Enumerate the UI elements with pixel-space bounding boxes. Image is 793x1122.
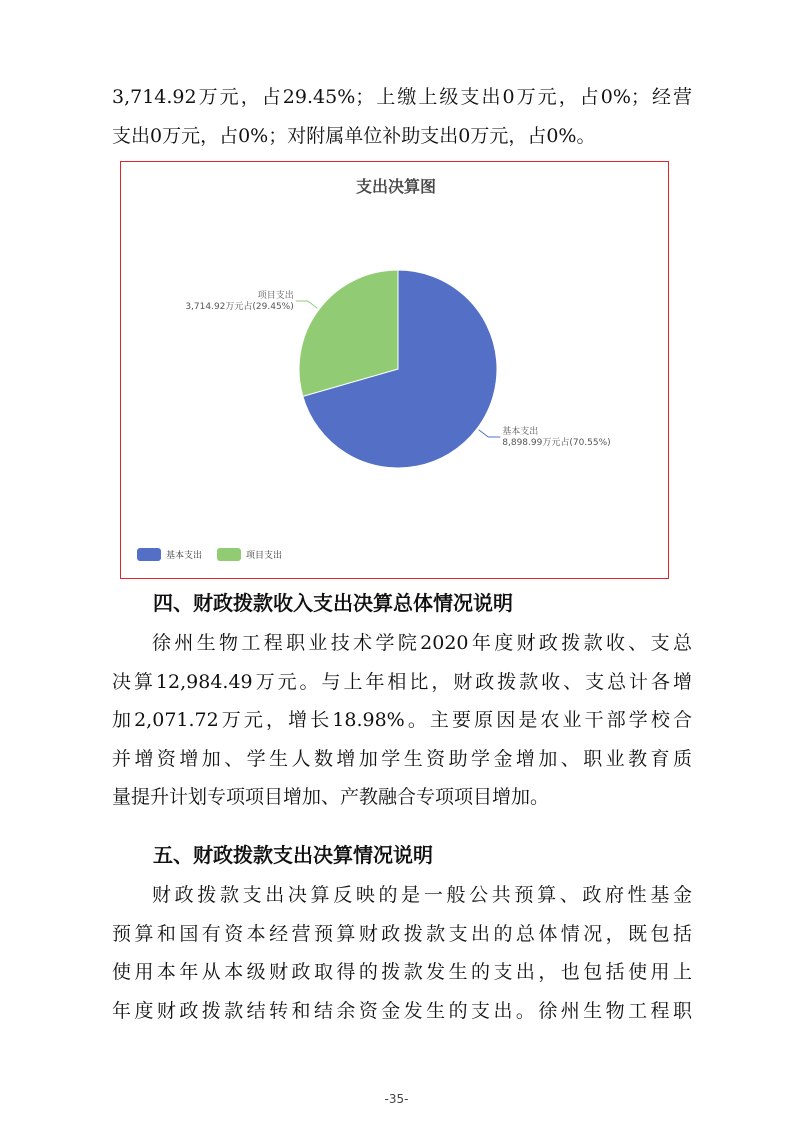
text-line: 使用本年从本级财政取得的拨款发生的支出，也包括使用上 xyxy=(112,961,692,983)
legend-label: 基本支出 xyxy=(166,551,203,561)
slice-label-value: 8,898.99万元占(70.55%) xyxy=(502,437,611,448)
legend-swatch xyxy=(217,548,241,561)
text-line: 量提升计划专项项目增加、产教融合专项项目增加。 xyxy=(112,786,550,808)
legend-label: 项目支出 xyxy=(246,551,283,561)
label-leader-line xyxy=(479,430,501,437)
slice-label-name: 基本支出 xyxy=(502,426,539,437)
section-heading-5: 五、财政拨款支出决算情况说明 xyxy=(153,843,433,867)
text-line: 徐州生物工程职业技术学院2020年度财政拨款收、支总 xyxy=(152,632,692,654)
legend-swatch xyxy=(137,548,161,561)
section-heading-4: 四、财政拨款收入支出决算总体情况说明 xyxy=(153,591,513,615)
expenditure-chart xyxy=(120,161,669,579)
text-line: 预算和国有资本经营预算财政拨款支出的总体情况，既包括 xyxy=(112,922,692,945)
paragraph-section-4 xyxy=(112,624,692,817)
slice-label-value: 3,714.92万元占(29.45%) xyxy=(185,302,294,313)
paragraph-top xyxy=(112,78,692,155)
text-line: 支出0万元，占0%；对附属单位补助支出0万元，占0%。 xyxy=(112,124,596,147)
page-number: -35- xyxy=(384,1092,409,1106)
text-line: 并增资增加、学生人数增加学生资助学金增加、职业教育质 xyxy=(112,747,692,770)
text-line: 年度财政拨款结转和结余资金发生的支出。徐州生物工程职 xyxy=(112,999,692,1022)
text-line: 财政拨款支出决算反映的是一般公共预算、政府性基金 xyxy=(152,884,692,906)
chart-title: 支出决算图 xyxy=(355,177,437,196)
text-line: 决算12,984.49万元。与上年相比，财政拨款收、支总计各增 xyxy=(112,670,692,693)
paragraph-section-5 xyxy=(112,876,692,1030)
text-line: 加2,071.72万元，增长18.98%。主要原因是农业干部学校合 xyxy=(112,709,692,731)
text-line: 3,714.92万元，占29.45%；上缴上级支出0万元，占0%；经营 xyxy=(112,86,692,108)
slice-label-name: 项目支出 xyxy=(257,291,294,302)
pie-chart-svg xyxy=(121,162,670,580)
label-leader-line xyxy=(296,301,318,308)
